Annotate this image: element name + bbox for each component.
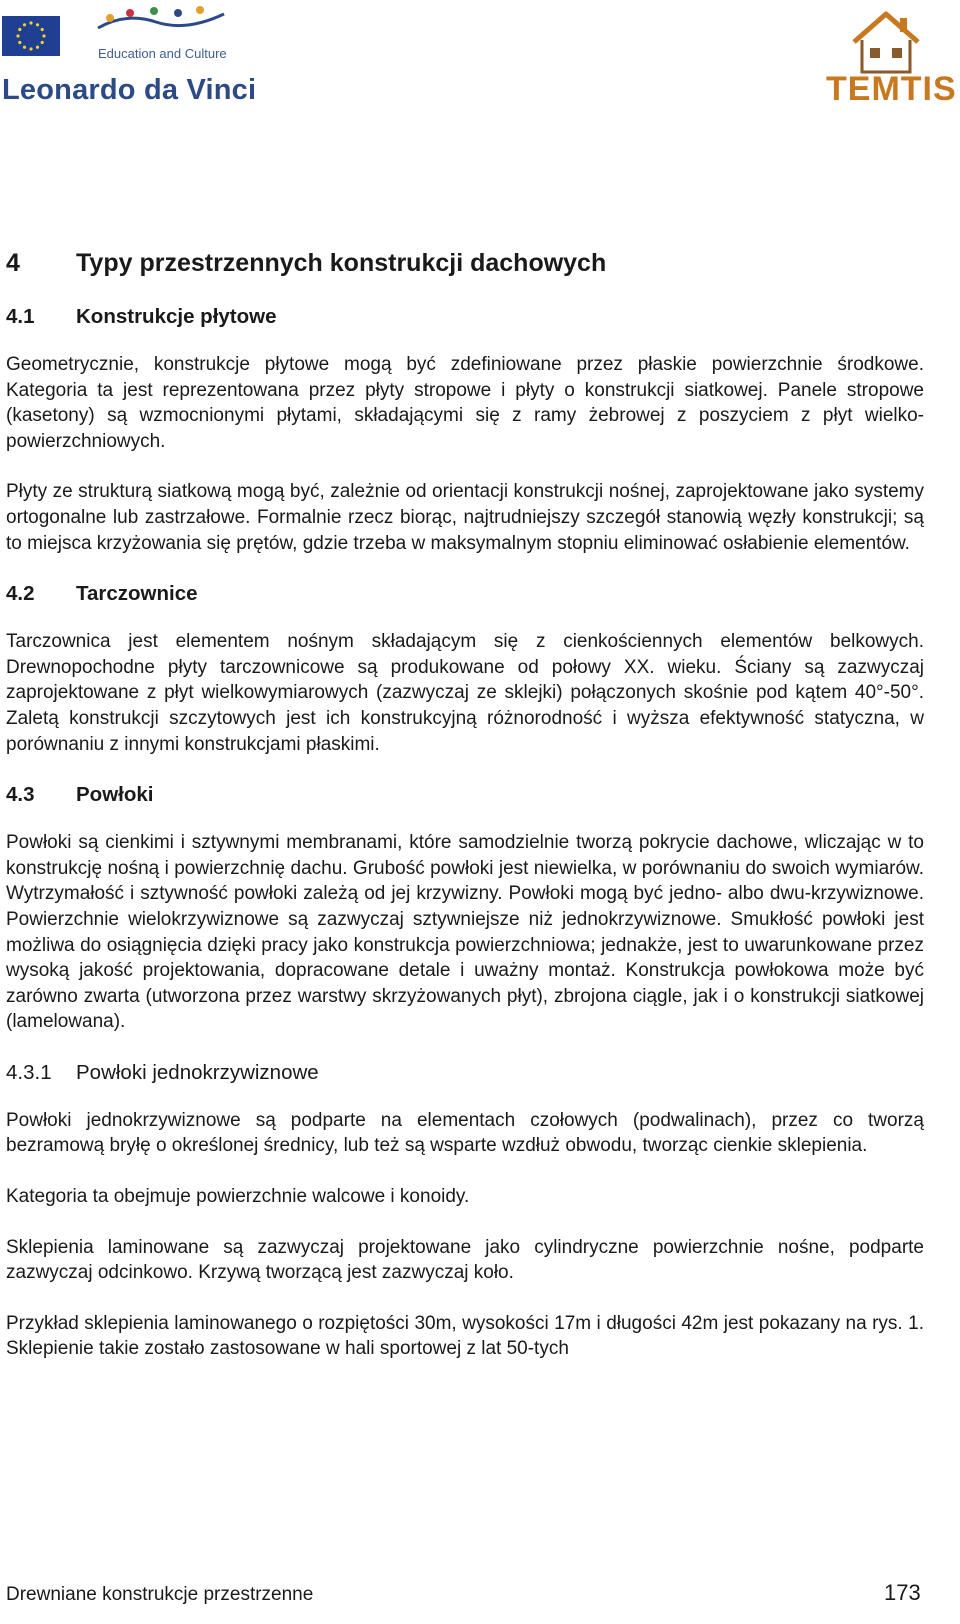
- subsection-heading: [6, 1060, 924, 1086]
- paragraph: Kategoria ta obejmuje powierzchnie walcowe i konoidy.: [6, 1186, 470, 1208]
- subsection-title: Powłoki jednokrzywiznowe: [76, 1060, 319, 1084]
- section-heading: [6, 304, 924, 330]
- subsection-number: 4.3.1: [6, 1060, 52, 1084]
- section-number: 4.2: [6, 582, 35, 606]
- document-body: [6, 248, 924, 1387]
- paragraph: Płyty ze strukturą siatkową mogą być, zależnie od orientacji konstrukcji nośnej, zaprojektowane jako systemy ortogonalne lub zastrzałowe. Formalnie rzecz biorąc, najtrudniejszy szczegół stanowią węzły konstrukcji; są to miejsca krzyżowania się prętów, gdzie trzeba w maksymalnym stopniu eliminować osłabienie elementów.: [6, 481, 924, 554]
- paragraph: Sklepienia laminowane są zazwyczaj projektowane jako cylindryczne powierzchnie nośne, podparte zazwyczaj odcinkowo. Krzywą tworzącą jest zazwyczaj koło.: [6, 1236, 924, 1284]
- paragraph: Tarczownica jest elementem nośnym składającym się z cienkościennych elementów belkowych. Drewnopochodne płyty tarczownicowe są produkowane od połowy XX. wieku. Ściany są zazwyczaj zaprojektowane z płyt wielkowymiarowych (zazwyczaj ze sklejki) połączonych skośnie pod kątem 40°-50°. Zaletą konstrukcji szczytowych jest ich konstrukcyjną różnorodność i wyższa efektywność statyczna, w porównaniu z innymi konstrukcjami płaskimi.: [6, 631, 924, 755]
- footer-title: Drewniane konstrukcje przestrzenne: [6, 1584, 314, 1605]
- program-name-logo: Leonardo da Vinci: [2, 74, 257, 106]
- chapter-number: 4: [6, 249, 20, 277]
- paragraph: Przykład sklepienia laminowanego o rozpiętości 30m, wysokości 17m i długości 42m jest pokazany na rys. 1. Sklepienie takie zostało zastosowane w hali sportowej z lat 50-tych: [6, 1312, 924, 1360]
- section-title: Konstrukcje płytowe: [76, 305, 277, 328]
- education-culture-logo-icon: [96, 6, 226, 36]
- section-heading: [6, 581, 924, 607]
- eu-program-label: Education and Culture: [98, 46, 227, 61]
- section-number: 4.1: [6, 305, 35, 328]
- chapter-title: Typy przestrzennych konstrukcji dachowych: [76, 249, 607, 277]
- chapter-heading: [6, 248, 924, 278]
- page-number: 173: [884, 1580, 921, 1605]
- temtis-house-icon: [848, 8, 924, 78]
- section-heading: [6, 782, 924, 808]
- section-number: 4.3: [6, 783, 35, 807]
- section-title: Tarczownice: [76, 582, 198, 606]
- project-logo-text: TEMTIS: [826, 70, 957, 108]
- section-title: Powłoki: [76, 783, 154, 807]
- paragraph: Powłoki są cienkimi i sztywnymi membranami, które samodzielnie tworzą pokrycie dachowe, wliczając w to konstrukcję nośną i powierzchnię dachu. Grubość powłoki jest niewielka, w porównaniu do swoich wymiarów. Wytrzymałość i sztywność powłoki zależą od jej krzywizny. Powłoki mogą być jedno- albo dwu-krzywiznowe. Powierzchnie wielokrzywiznowe są zazwyczaj sztywniejsze niż jednokrzywiznowe. Smukłość powłoki jest możliwa do osiągnięcia dzięki pracy jako konstrukcja powierzchniowa; jednakże, jest to uwarunkowane przez wysoką jakość projektowania, dopracowane detale i uważny montaż. Konstrukcja powłokowa może być zarówno zwarta (utworzona przez warstwy skrzyżowanych płyt), zbrojona ciągle, jak i o konstrukcji siatkowej (lamelowana).: [6, 832, 924, 1033]
- page-header: [0, 0, 960, 120]
- eu-flag-icon: [2, 16, 60, 56]
- paragraph: Geometrycznie, konstrukcje płytowe mogą być zdefiniowane przez płaskie powierzchnie środkowe. Kategoria ta jest reprezentowana przez płyty stropowe i płyty o konstrukcji siatkowej. Panele stropowe (kasetony) są wzmocnionymi płytami, składającymi się z ramy żebrowej z poszyciem z płyt wielko-powierzchniowych.: [6, 354, 924, 452]
- paragraph: Powłoki jednokrzywiznowe są podparte na elementach czołowych (podwalinach), przez co tworzą bezramową bryłę o określonej średnicy, lub też są wsparte wzdłuż obwodu, tworząc cienkie sklepienia.: [6, 1109, 924, 1157]
